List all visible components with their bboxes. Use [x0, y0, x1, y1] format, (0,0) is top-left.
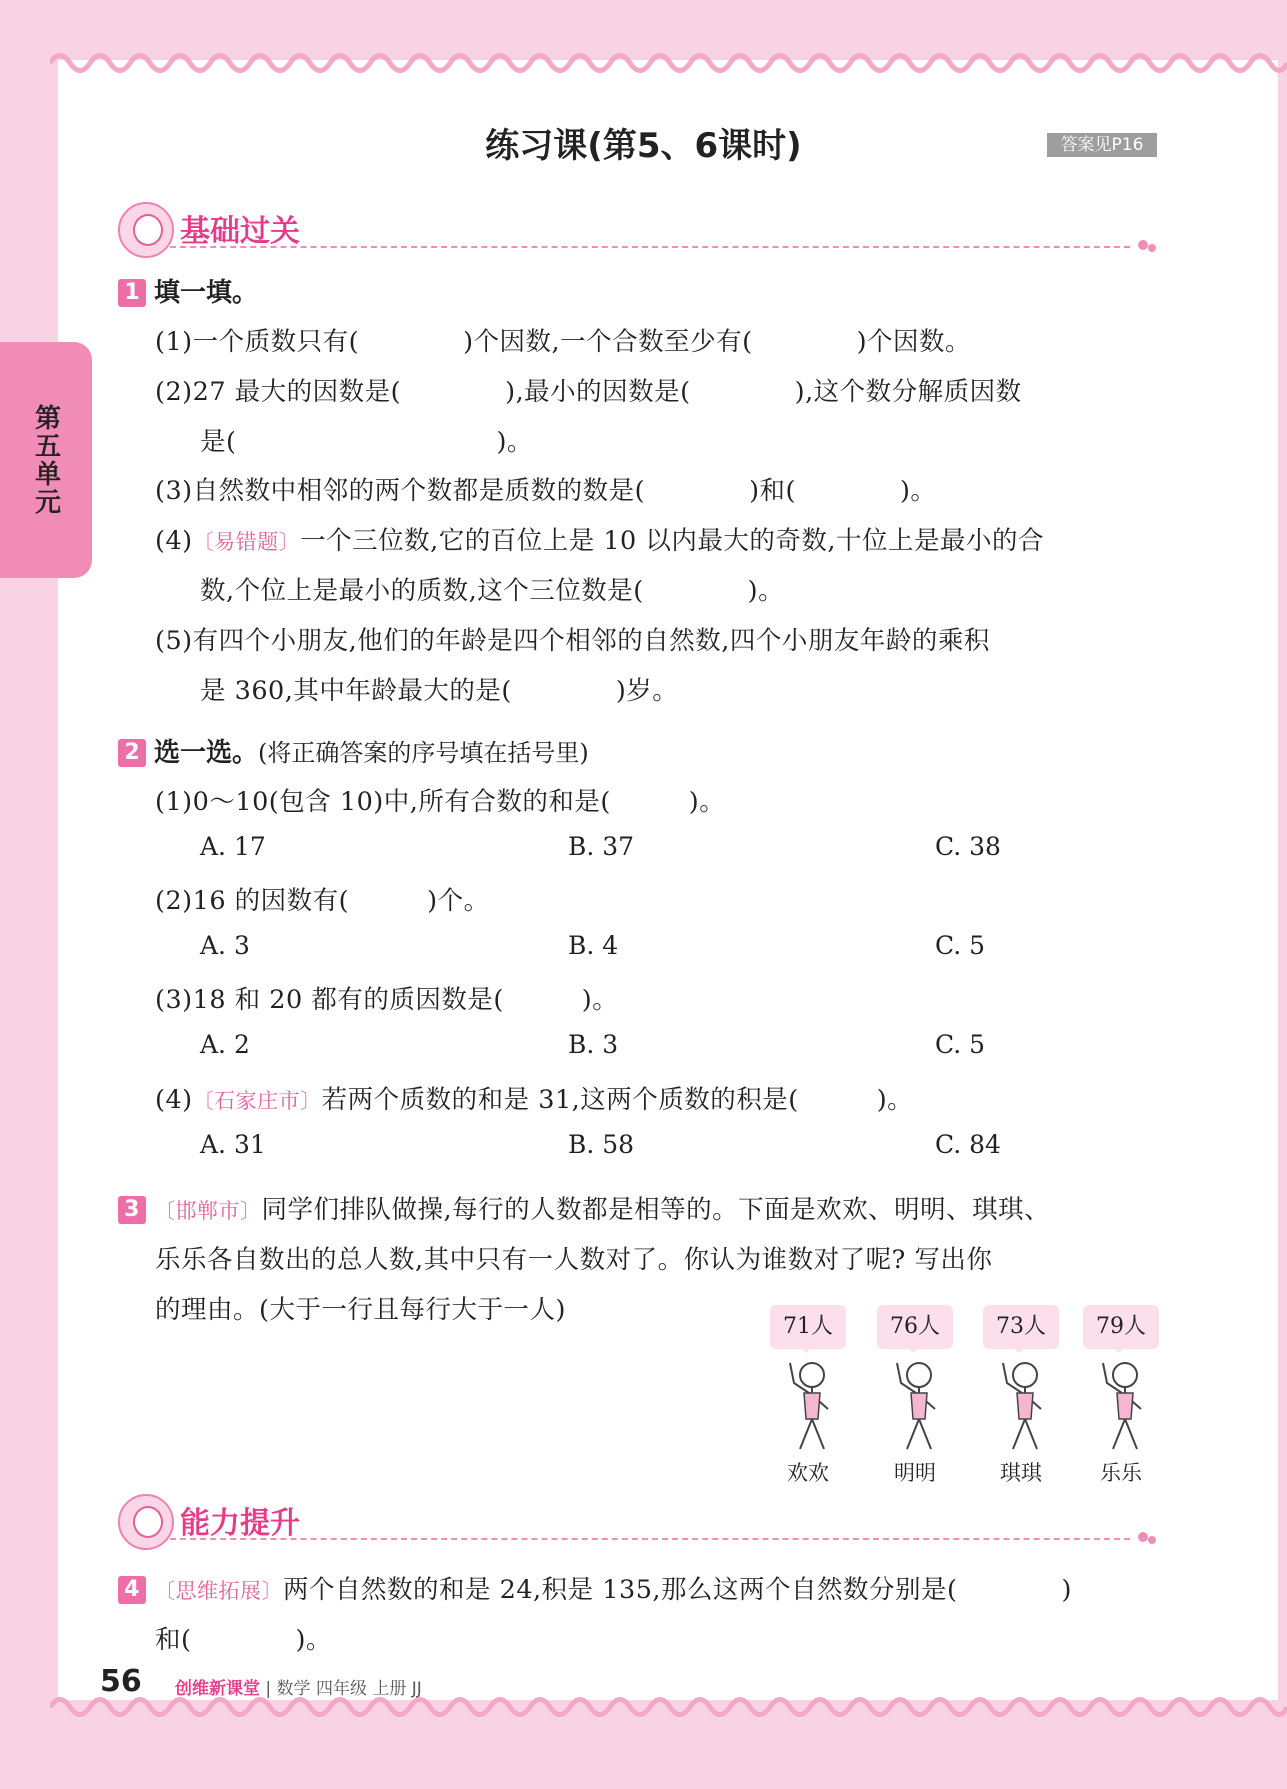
q2-sub-1: (1)0～10(包含 10)中,所有合数的和是( )。 — [155, 787, 726, 817]
page-number: 56 — [100, 1664, 142, 1699]
q2-s4-option-b: B. 58 — [568, 1130, 635, 1159]
question-2-heading — [118, 732, 589, 769]
q1-line-7: (5)有四个小朋友,他们的年龄是四个相邻的自然数,四个小朋友年龄的乘积 — [155, 626, 990, 656]
decor-dots-icon — [1138, 1528, 1162, 1548]
q3-city-tag: 〔邯郸市〕 — [154, 1199, 262, 1223]
q1-line-5-prefix: (4) — [155, 526, 193, 556]
question-1-title: 填一填。 — [154, 278, 259, 308]
q2-s3-option-c: C. 5 — [935, 1030, 986, 1059]
q1-line-8: 是 360,其中年龄最大的是( )岁。 — [200, 676, 679, 706]
question-2-note: (将正确答案的序号填在括号里) — [258, 739, 589, 767]
unit-side-tab — [0, 342, 92, 578]
q2-sub-3: (3)18 和 20 都有的质因数是( )。 — [155, 985, 619, 1015]
exercising-kid-icon — [993, 1357, 1053, 1455]
kid-name: 乐乐 — [1100, 1461, 1142, 1485]
question-1-heading — [118, 272, 258, 309]
q2-sub-2: (2)16 的因数有( )个。 — [155, 886, 490, 916]
q4-text-1: 两个自然数的和是 24,积是 135,那么这两个自然数分别是( ) — [283, 1575, 1072, 1605]
kid-figure-4 — [1083, 1305, 1173, 1485]
q2-city-tag: 〔石家庄市〕 — [192, 1089, 322, 1113]
section-divider — [170, 1538, 1130, 1540]
q1-line-2: (2)27 最大的因数是( ),最小的因数是( ),这个数分解质因数 — [155, 377, 1022, 407]
footer-brand: 创维新课堂 | 数学 四年级 上册 JJ — [175, 1679, 422, 1699]
question-number-badge: 3 — [118, 1196, 146, 1224]
q3-text-1: 同学们排队做操,每行的人数都是相等的。下面是欢欢、明明、琪琪、 — [261, 1195, 1051, 1225]
q2-sub-4-prefix: (4) — [155, 1085, 193, 1115]
question-number-badge: 1 — [118, 279, 146, 307]
question-4-line-2: 和( )。 — [155, 1625, 332, 1655]
q2-sub-4-text: 若两个质数的和是 31,这两个质数的积是( )。 — [321, 1085, 914, 1115]
question-3-line-2: 乐乐各自数出的总人数,其中只有一人数对了。你认为谁数对了呢? 写出你 — [155, 1245, 993, 1275]
kid-count-bubble: 73人 — [983, 1305, 1059, 1349]
q2-s4-option-c: C. 84 — [935, 1130, 1001, 1159]
decor-dots-icon — [1138, 236, 1162, 256]
kid-figure-1 — [770, 1305, 860, 1485]
q2-s2-option-a: A. 3 — [200, 931, 250, 960]
question-number-badge: 4 — [118, 1576, 146, 1604]
section-header-advanced — [118, 1492, 1158, 1548]
q1-line-4: (3)自然数中相邻的两个数都是质数的数是( )和( )。 — [155, 476, 937, 506]
question-3-line-1 — [118, 1190, 1050, 1226]
exercising-kid-icon — [1093, 1357, 1153, 1455]
question-3-line-3: 的理由。(大于一行且每行大于一人) — [155, 1295, 566, 1325]
unit-tab-label: 第五单元 — [30, 404, 61, 516]
section-title-basic: 基础过关 — [180, 214, 300, 249]
q1-line-5-text: 一个三位数,它的百位上是 10 以内最大的奇数,十位上是最小的合 — [300, 526, 1044, 556]
q2-s1-option-c: C. 38 — [935, 832, 1001, 861]
section-divider — [170, 246, 1130, 248]
q1-line-5 — [155, 521, 1044, 557]
kid-count-bubble: 76人 — [877, 1305, 953, 1349]
kid-figure-2 — [877, 1305, 967, 1485]
q2-sub-4 — [155, 1080, 913, 1116]
q1-line-6: 数,个位上是最小的质数,这个三位数是( )。 — [200, 576, 785, 606]
section-title-advanced: 能力提升 — [180, 1506, 300, 1541]
answer-reference-badge: 答案见P16 — [1047, 133, 1157, 157]
kid-name: 明明 — [894, 1461, 936, 1485]
q2-s4-option-a: A. 31 — [200, 1130, 266, 1159]
q2-s2-option-b: B. 4 — [568, 931, 619, 960]
brand-name: 创维新课堂 — [175, 1679, 260, 1699]
exercising-kid-icon — [887, 1357, 947, 1455]
kid-name: 欢欢 — [787, 1461, 829, 1485]
q1-line-3: 是( )。 — [200, 427, 533, 457]
kid-count-bubble: 79人 — [1083, 1305, 1159, 1349]
kid-figure-3 — [983, 1305, 1073, 1485]
q2-s1-option-a: A. 17 — [200, 832, 266, 861]
section-header-basic — [118, 200, 1158, 256]
question-2-title: 选一选。 — [154, 738, 259, 768]
kid-name: 琪琪 — [1000, 1461, 1042, 1485]
q1-line-1: (1)一个质数只有( )个因数,一个合数至少有( )个因数。 — [155, 327, 972, 357]
q2-s3-option-b: B. 3 — [568, 1030, 619, 1059]
q1-error-prone-tag: 〔易错题〕 — [192, 530, 301, 554]
exercising-kid-icon — [780, 1357, 840, 1455]
question-4-line-1 — [118, 1570, 1072, 1606]
book-info: 数学 四年级 上册 JJ — [276, 1679, 422, 1699]
q2-s1-option-b: B. 37 — [568, 832, 635, 861]
page-title: 练习课(第5、6课时) — [485, 126, 802, 166]
girl-avatar-icon — [118, 1494, 174, 1550]
q2-s3-option-a: A. 2 — [200, 1030, 250, 1059]
q4-thinking-tag: 〔思维拓展〕 — [154, 1579, 283, 1603]
q2-s2-option-c: C. 5 — [935, 931, 986, 960]
kid-count-bubble: 71人 — [770, 1305, 846, 1349]
girl-avatar-icon — [118, 202, 174, 258]
question-number-badge: 2 — [118, 739, 146, 767]
